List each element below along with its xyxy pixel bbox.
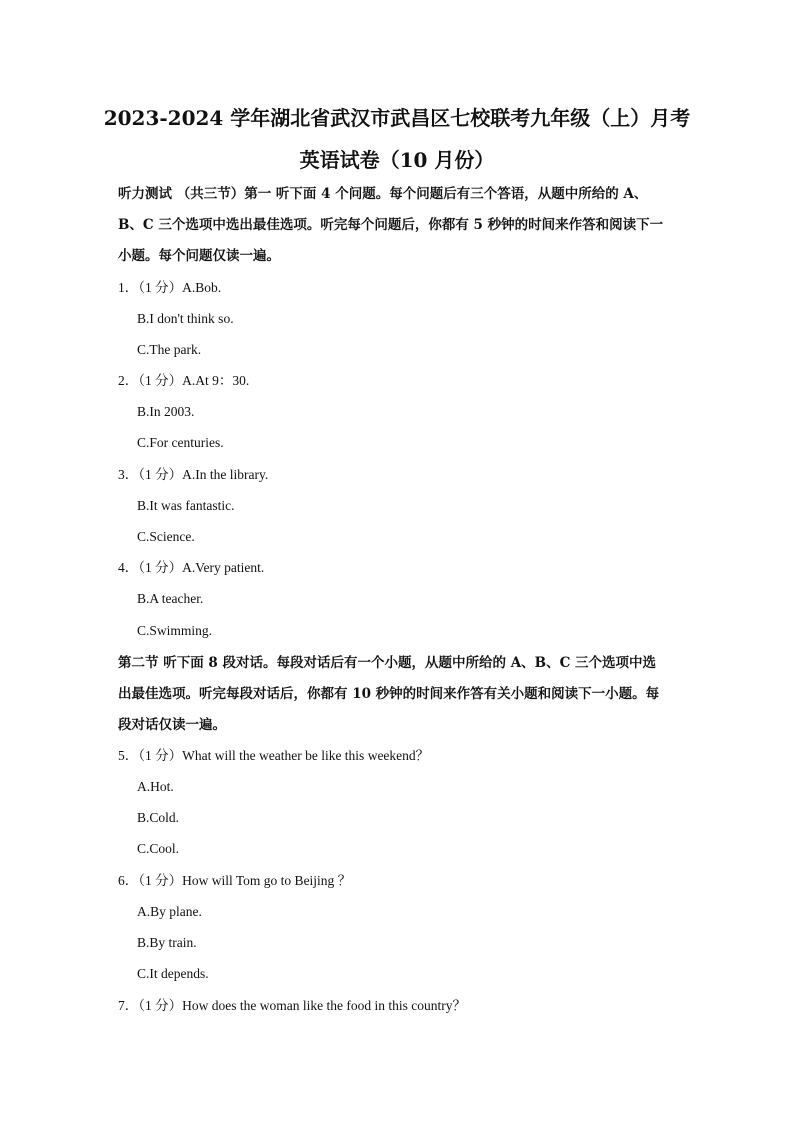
section1-instruction-line-1: 听力测试 （共三节）第一 听下面 4 个问题。每个问题后有三个答语，从题中所给的 A、: [118, 186, 648, 202]
question-4-option-c: C.Swimming.: [137, 623, 213, 638]
question-5-option-b: B.Cold.: [137, 810, 180, 825]
question-1-stem: 1．（1 分）A.Bob.: [118, 280, 222, 295]
question-6-option-c: C.It depends.: [137, 966, 209, 981]
question-1-option-b: B.I don't think so.: [137, 311, 234, 326]
section2-instruction-line-3: 段对话仅读一遍。: [118, 717, 226, 733]
question-6-option-a: A.By plane.: [137, 904, 202, 919]
question-4-stem: 4．（1 分）A.Very patient.: [118, 560, 265, 575]
question-2-stem: 2．（1 分）A.At 9：30.: [118, 373, 250, 388]
question-2-option-c: C.For centuries.: [137, 435, 224, 450]
section2-instruction-line-1: 第二节 听下面 8 段对话。每段对话后有一个小题，从题中所给的 A、B、C 三个选项中选: [118, 655, 657, 671]
question-1-option-c: C.The park.: [137, 342, 202, 357]
exam-title-line-1: 2023-2024 学年湖北省武汉市武昌区七校联考九年级（上）月考: [103, 106, 691, 130]
question-3-stem: 3．（1 分）A.In the library.: [118, 467, 269, 482]
question-5-option-c: C.Cool.: [137, 841, 180, 856]
exam-title-line-2: 英语试卷（10 月份）: [299, 148, 495, 172]
question-4-option-b: B.A teacher.: [137, 591, 204, 606]
section1-instruction-line-2: B、C 三个选项中选出最佳选项。听完每个问题后，你都有 5 秒钟的时间来作答和阅读下一: [118, 217, 664, 233]
question-3-option-c: C.Science.: [137, 529, 195, 544]
question-7-stem: 7．（1 分）How does the woman like the food in this country？: [118, 998, 466, 1013]
section1-instruction-line-3: 小题。每个问题仅读一遍。: [118, 248, 280, 264]
question-5-stem: 5．（1 分）What will the weather be like this weekend？: [118, 748, 430, 763]
question-2-option-b: B.In 2003.: [137, 404, 195, 419]
section2-instruction-line-2: 出最佳选项。听完每段对话后，你都有 10 秒钟的时间来作答有关小题和阅读下一小题。每: [118, 686, 660, 702]
question-6-option-b: B.By train.: [137, 935, 197, 950]
question-6-stem: 6．（1 分）How will Tom go to Beijing ？: [118, 873, 352, 888]
question-5-option-a: A.Hot.: [137, 779, 174, 794]
question-3-option-b: B.It was fantastic.: [137, 498, 235, 513]
